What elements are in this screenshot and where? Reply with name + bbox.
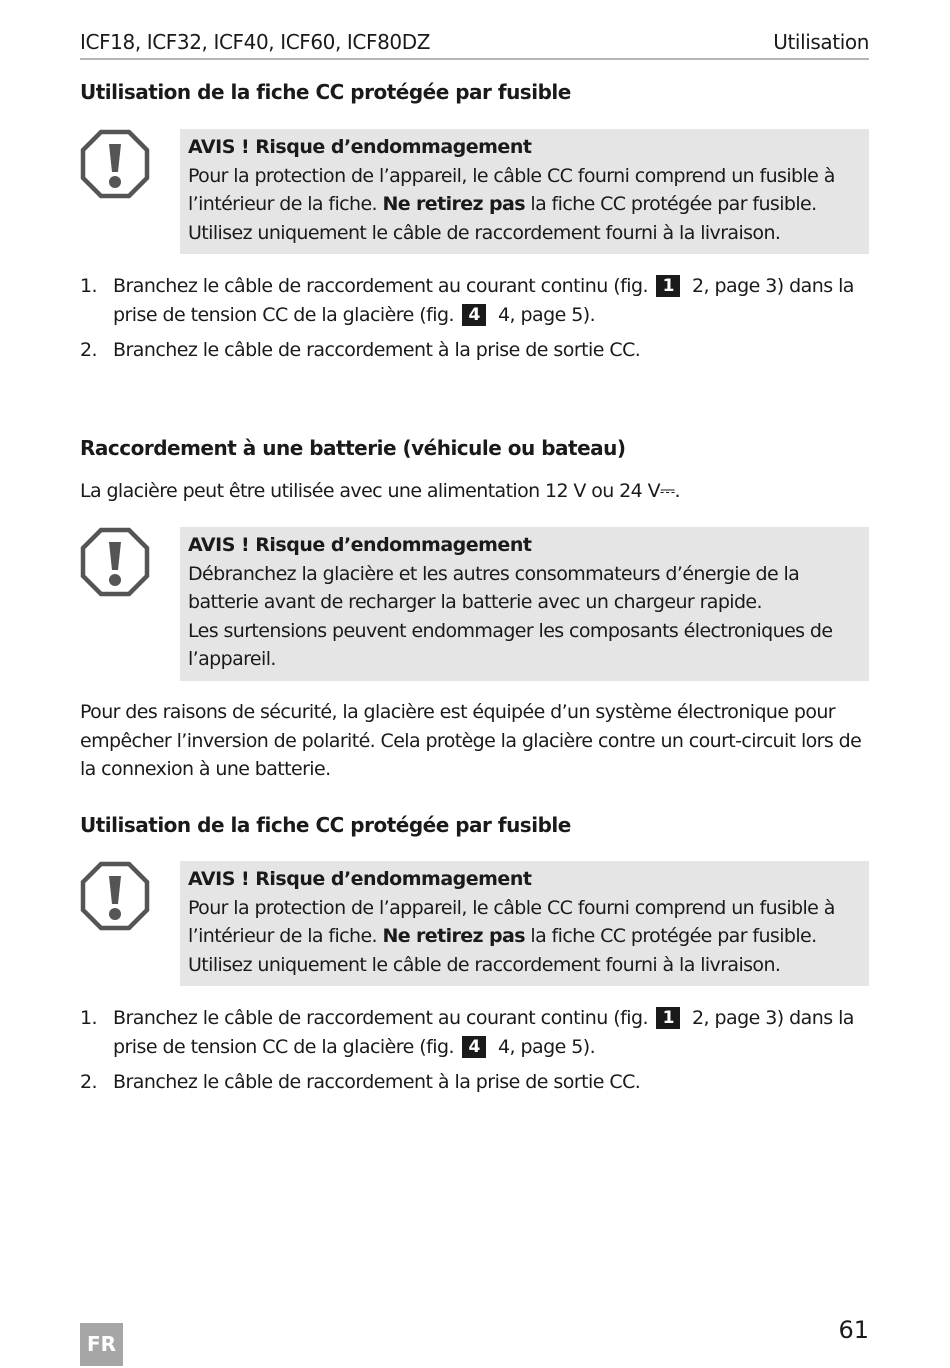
notice-box — [180, 129, 869, 254]
notice-box — [180, 527, 869, 681]
warning-octagon-icon — [80, 129, 150, 199]
battery-intro: La glacière peut être utilisée avec une alimentation 12 V ou 24 V⎓. — [80, 480, 680, 502]
notice-title: AVIS ! Risque d’endommagement — [188, 868, 532, 890]
header-section: Utilisation — [773, 30, 869, 54]
notice-title: AVIS ! Risque d’endommagement — [188, 534, 532, 556]
notice-text: Débranchez la glacière et les autres consommateurs d’énergie de la batterie avant de recharger la batterie avec un chargeur rapide. — [188, 562, 800, 613]
notice-box — [180, 861, 869, 986]
warning-octagon-icon — [80, 527, 150, 597]
page-number: 61 — [838, 1316, 869, 1344]
polarity-paragraph: Pour des raisons de sécurité, la glacière est équipée d’un système électronique pour empêcher l’inversion de polarité. Cela protège la glacière contre un court-circuit lors de la connexion à une batterie. — [80, 701, 862, 780]
section-heading-fuse-plug: Utilisation de la fiche CC protégée par fusible — [80, 813, 571, 837]
step-list — [80, 1004, 869, 1103]
figure-ref-badge: 1 — [656, 1007, 680, 1029]
language-badge: FR — [80, 1323, 123, 1366]
notice-text: Pour la protection de l’appareil, le câble CC fourni comprend un fusible à l’intérieur de la fiche. Ne retirez pas la fiche CC protégée par fusible. Utilisez uniquement le câble de raccordement fourni à la livraison. — [188, 164, 835, 244]
header-models: ICF18, ICF32, ICF40, ICF60, ICF80DZ — [80, 30, 431, 54]
notice-title: AVIS ! Risque d’endommagement — [188, 136, 532, 158]
notice-text: Les surtensions peuvent endommager les composants électroniques de l’appareil. — [188, 619, 833, 670]
figure-ref-badge: 4 — [462, 1036, 486, 1058]
list-item: 2. Branchez le câble de raccordement à la prise de sortie CC. — [80, 1071, 641, 1093]
step-list — [80, 272, 869, 371]
list-item: 2. Branchez le câble de raccordement à la prise de sortie CC. — [80, 339, 641, 361]
list-item: 1. Branchez le câble de raccordement au courant continu (fig. 1 2, page 3) dans la prise de tension CC de la glacière (fig. 4 4, page 5). — [80, 1007, 854, 1058]
figure-ref-badge: 4 — [462, 304, 486, 326]
section-heading-battery: Raccordement à une batterie (véhicule ou bateau) — [80, 436, 626, 460]
figure-ref-badge: 1 — [656, 275, 680, 297]
list-item: 1. Branchez le câble de raccordement au courant continu (fig. 1 2, page 3) dans la prise de tension CC de la glacière (fig. 4 4, page 5). — [80, 275, 854, 326]
warning-octagon-icon — [80, 861, 150, 931]
section-heading-fuse-plug: Utilisation de la fiche CC protégée par fusible — [80, 80, 571, 104]
notice-text: Pour la protection de l’appareil, le câble CC fourni comprend un fusible à l’intérieur de la fiche. Ne retirez pas la fiche CC protégée par fusible. Utilisez uniquement le câble de raccordement fourni à la livraison. — [188, 896, 835, 976]
running-header — [80, 28, 869, 60]
